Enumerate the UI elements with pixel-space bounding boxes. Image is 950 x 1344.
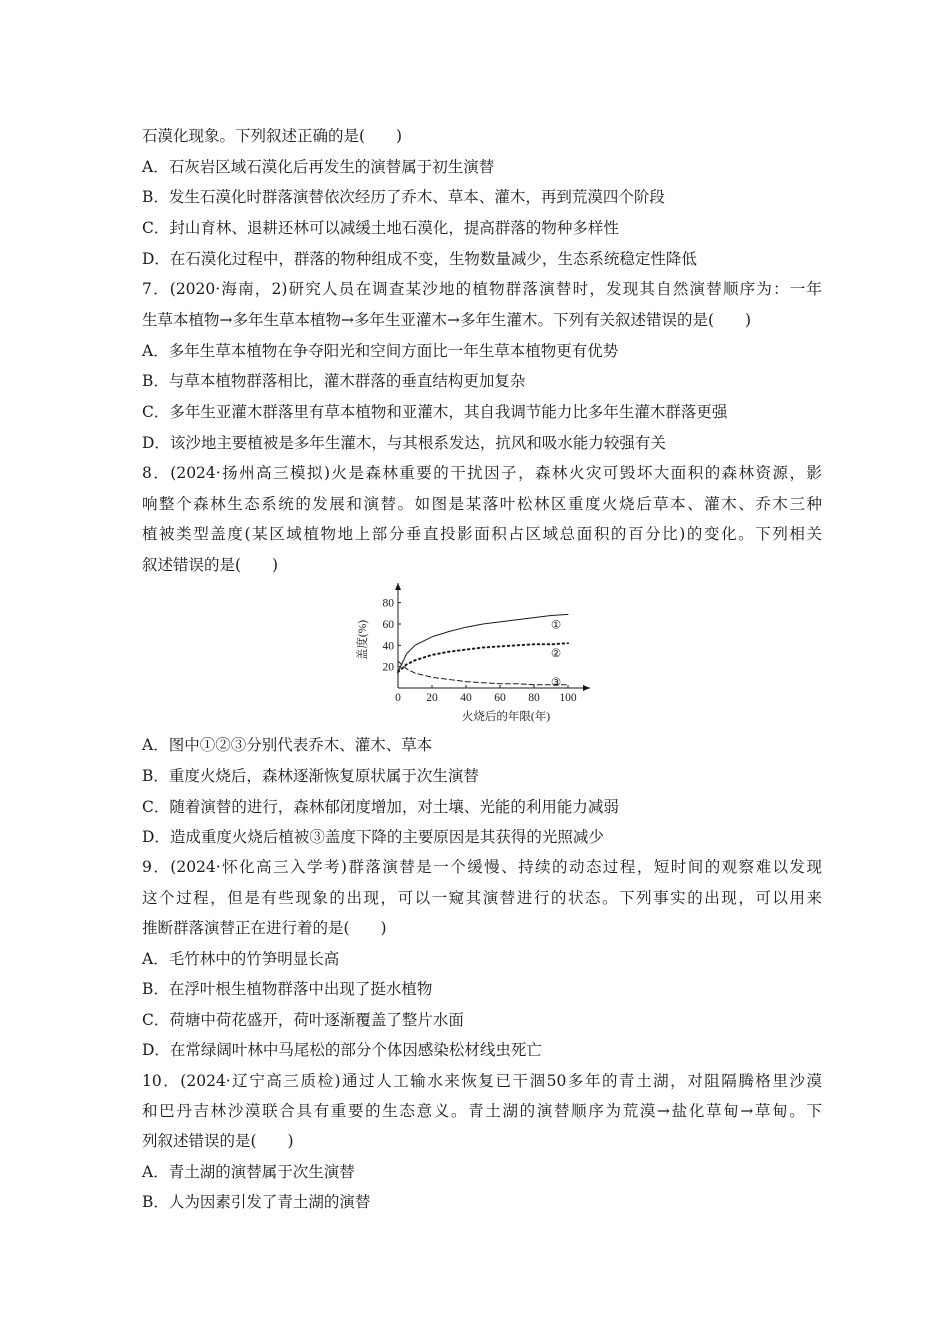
option-b: B．重度火烧后，森林逐渐恢复原状属于次生演替 xyxy=(142,767,479,785)
option-c: C．多年生亚灌木群落里有草本植物和亚灌木，其自我调节能力比多年生灌木群落更强 xyxy=(142,403,728,421)
option-a: A．石灰岩区域石漠化后再发生的演替属于初生演替 xyxy=(142,158,495,176)
chart-plot-area xyxy=(398,614,568,688)
question-8-stem-cont: 植被类型盖度(某区域植物地上部分垂直投影面积占区域总面积的百分比)的变化。下列相关 xyxy=(142,525,822,543)
option-d: D．造成重度火烧后植被③盖度下降的主要原因是其获得的光照减少 xyxy=(142,828,604,846)
question-10-stem: 10．(2024·辽宁高三质检)通过人工输水来恢复已干涸50多年的青土湖，对阻隔腾格里沙漠 xyxy=(142,1072,822,1090)
series-line-3 xyxy=(398,661,568,685)
option-b: B．与草本植物群落相比，灌木群落的垂直结构更加复杂 xyxy=(142,372,526,390)
y-tick-label: 40 xyxy=(382,640,394,653)
series-label-2: ② xyxy=(550,648,562,661)
option-a: A．毛竹林中的竹笋明显长高 xyxy=(142,950,340,968)
question-9-stem: 9．(2024·怀化高三入学考)群落演替是一个缓慢、持续的动态过程，短时间的观察难以发现 xyxy=(142,858,822,876)
option-d: D．该沙地主要植被是多年生灌木，与其根系发达，抗风和吸水能力较强有关 xyxy=(142,434,666,452)
option-b: B．人为因素引发了青土湖的演替 xyxy=(142,1193,371,1211)
x-axis-label: 火烧后的年限(年) xyxy=(461,711,551,723)
y-tick-label: 20 xyxy=(382,661,394,674)
question-8-stem: 8．(2024·扬州高三模拟)火是森林重要的干扰因子，森林火灾可毁坏大面积的森林资源，影 xyxy=(142,464,822,482)
option-d: D．在常绿阔叶林中马尾松的部分个体因感染松材线虫死亡 xyxy=(142,1041,542,1059)
question-10-stem-cont: 列叙述错误的是( ) xyxy=(142,1132,294,1150)
question-7-stem-cont: 生草本植物→多年生草本植物→多年生亚灌木→多年生灌木。下列有关叙述错误的是( ) xyxy=(142,311,752,329)
series-label-1: ① xyxy=(550,619,562,632)
x-tick-label: 80 xyxy=(528,692,540,704)
y-tick-label: 80 xyxy=(382,597,394,610)
vegetation-cover-chart xyxy=(340,580,610,730)
series-line-1 xyxy=(398,614,568,672)
option-d: D．在石漠化过程中，群落的物种组成不变，生物数量减少，生态系统稳定性降低 xyxy=(142,250,697,268)
option-b: B．发生石漠化时群落演替依次经历了乔木、草本、灌木，再到荒漠四个阶段 xyxy=(142,188,665,206)
x-tick-label: 20 xyxy=(426,692,438,704)
x-axis-arrow xyxy=(583,685,590,691)
option-c: C．随着演替的进行，森林郁闭度增加，对土壤、光能的利用能力减弱 xyxy=(142,798,619,816)
option-a: A．多年生草本植物在争夺阳光和空间方面比一年生草本植物更有优势 xyxy=(142,342,619,360)
question-8-stem-cont: 叙述错误的是( ) xyxy=(142,556,279,574)
y-axis-label: 盖度(%) xyxy=(357,619,369,661)
text-line: 石漠化现象。下列叙述正确的是( ) xyxy=(142,127,403,145)
option-c: C．封山育林、退耕还林可以减缓土地石漠化，提高群落的物种多样性 xyxy=(142,219,619,237)
series-line-2 xyxy=(398,643,568,672)
question-8-stem-cont: 响整个森林生态系统的发展和演替。如图是某落叶松林区重度火烧后草本、灌木、乔木三种 xyxy=(142,495,822,513)
option-a: A．图中①②③分别代表乔木、灌木、草本 xyxy=(142,736,433,754)
question-9-stem-cont: 推断群落演替正在进行着的是( ) xyxy=(142,919,387,937)
x-tick-label: 40 xyxy=(460,692,472,704)
option-a: A．青土湖的演替属于次生演替 xyxy=(142,1163,355,1181)
question-9-stem-cont: 这个过程，但是有些现象的出现，可以一窥其演替进行的状态。下列事实的出现，可以用来 xyxy=(142,889,822,907)
x-tick-label: 100 xyxy=(559,692,577,704)
chart-axes xyxy=(395,583,590,691)
question-10-stem-cont: 和巴丹吉林沙漠联合具有重要的生态意义。青土湖的演替顺序为荒漠→盐化草甸→草甸。下 xyxy=(142,1102,822,1120)
y-tick-label: 60 xyxy=(382,619,394,631)
x-tick-label: 0 xyxy=(395,692,401,704)
x-tick-label: 60 xyxy=(494,692,506,704)
option-b: B．在浮叶根生植物群落中出现了挺水植物 xyxy=(142,980,433,998)
option-c: C．荷塘中荷花盛开，荷叶逐渐覆盖了整片水面 xyxy=(142,1011,464,1029)
y-axis-arrow xyxy=(395,583,401,590)
question-7-stem: 7．(2020·海南，2)研究人员在调查某沙地的植物群落演替时，发现其自然演替顺序为：一年 xyxy=(142,280,822,298)
series-label-3: ③ xyxy=(550,676,562,689)
